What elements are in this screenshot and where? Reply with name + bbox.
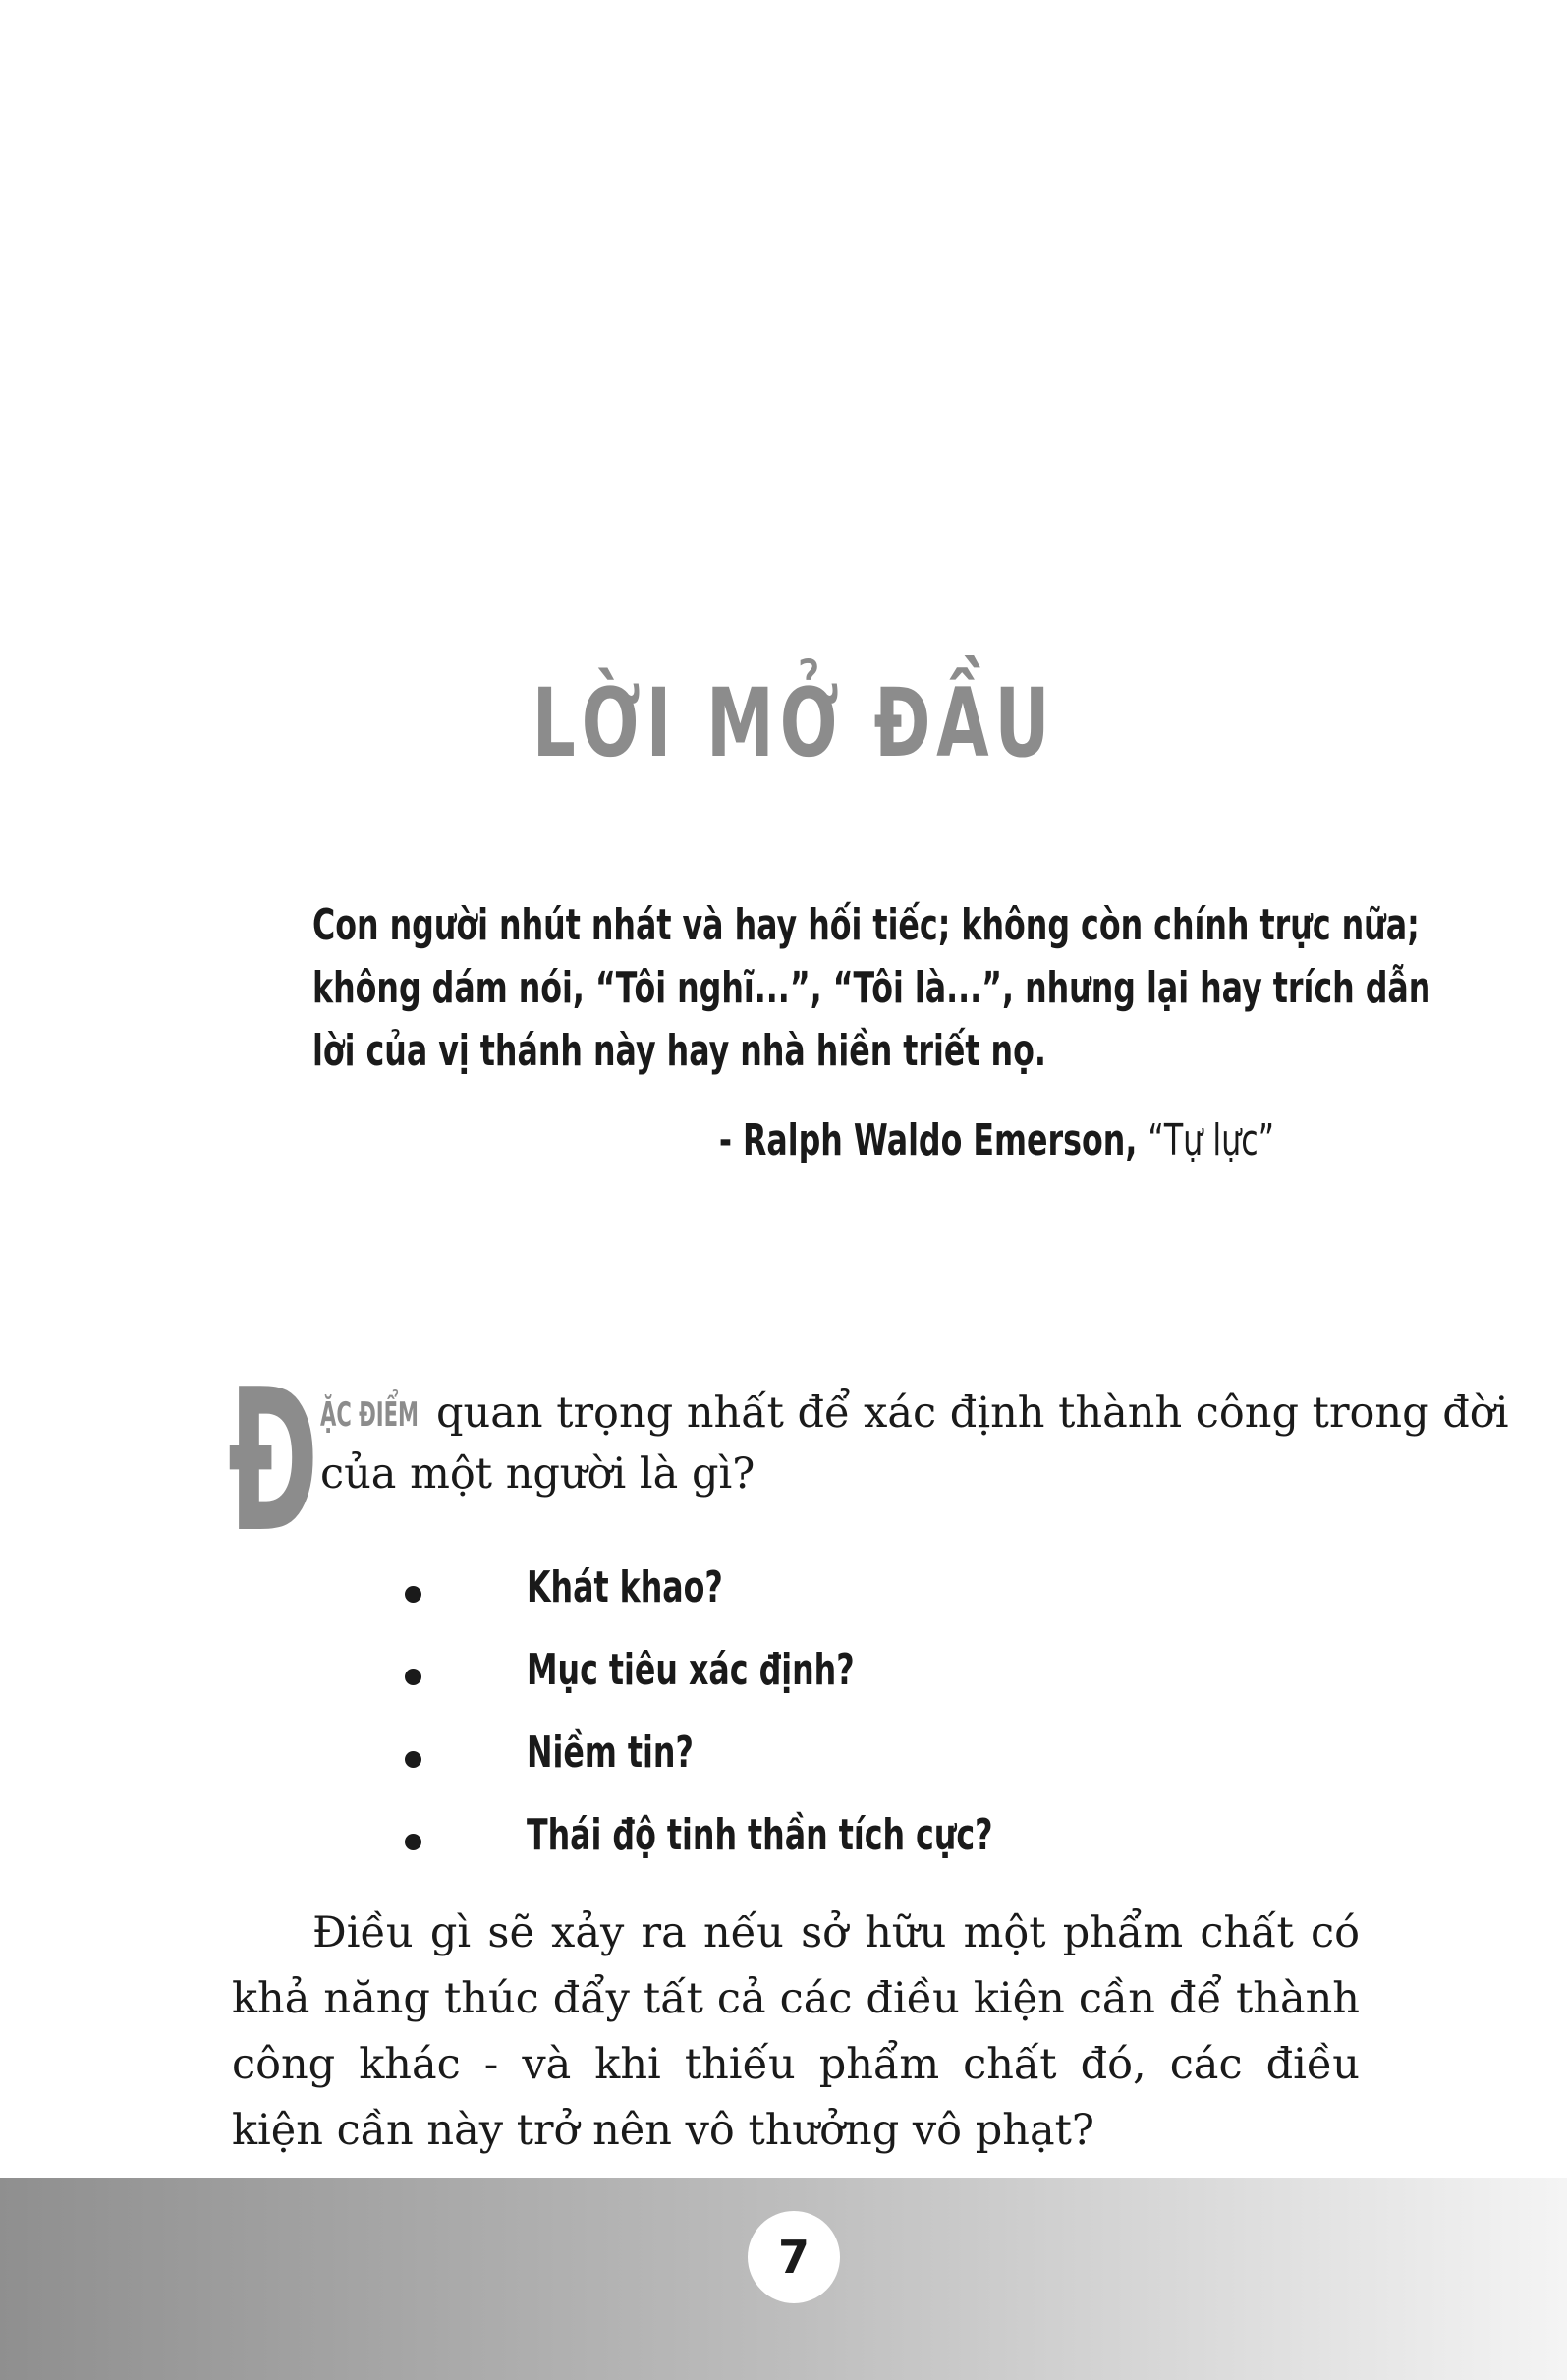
drop-cap: Đ xyxy=(228,1347,319,1576)
list-item-text: Khát khao? xyxy=(527,1562,723,1613)
epigraph-line: Con người nhút nhát và hay hối tiếc; không còn chính trực nữa; xyxy=(312,900,1420,950)
bullet-icon xyxy=(405,1586,421,1603)
chapter-title: LỜI MỞ ĐẦU xyxy=(532,668,1056,778)
bullet-icon xyxy=(405,1669,421,1685)
epigraph-quote xyxy=(312,894,1431,1083)
intro-line: của một người là gì? xyxy=(320,1449,756,1499)
intro-line: quan trọng nhất để xác định thành công trong đời xyxy=(436,1388,1509,1438)
epigraph-line: lời của vị thánh này hay nhà hiền triết nọ. xyxy=(312,1026,1046,1076)
page-number: 7 xyxy=(777,2231,810,2284)
bullet-icon xyxy=(405,1751,421,1768)
list-item-text: Mục tiêu xác định? xyxy=(527,1645,855,1695)
bullet-icon xyxy=(405,1834,421,1850)
page-number-badge xyxy=(748,2211,840,2303)
list-item-text: Niềm tin? xyxy=(527,1728,694,1778)
intro-small-caps: ẶC ĐIỂM xyxy=(320,1395,420,1435)
epigraph-author: - Ralph Waldo Emerson, xyxy=(718,1115,1138,1165)
list-item-text: Thái độ tinh thần tích cực? xyxy=(527,1810,993,1860)
epigraph-line: không dám nói, “Tôi nghĩ...”, “Tôi là...”, nhưng lại hay trích dẫn xyxy=(312,963,1431,1013)
epigraph-work: “Tự lực” xyxy=(1147,1115,1274,1165)
body-paragraph: Điều gì sẽ xảy ra nếu sở hữu một phẩm chất có khả năng thúc đẩy tất cả các điều kiện cần để thành công khác - và khi thiếu phẩm chất đó, các điều kiện cần này trở nên vô thưởng vô phạt? xyxy=(232,1908,1360,2155)
epigraph-attribution xyxy=(719,1115,1274,1165)
